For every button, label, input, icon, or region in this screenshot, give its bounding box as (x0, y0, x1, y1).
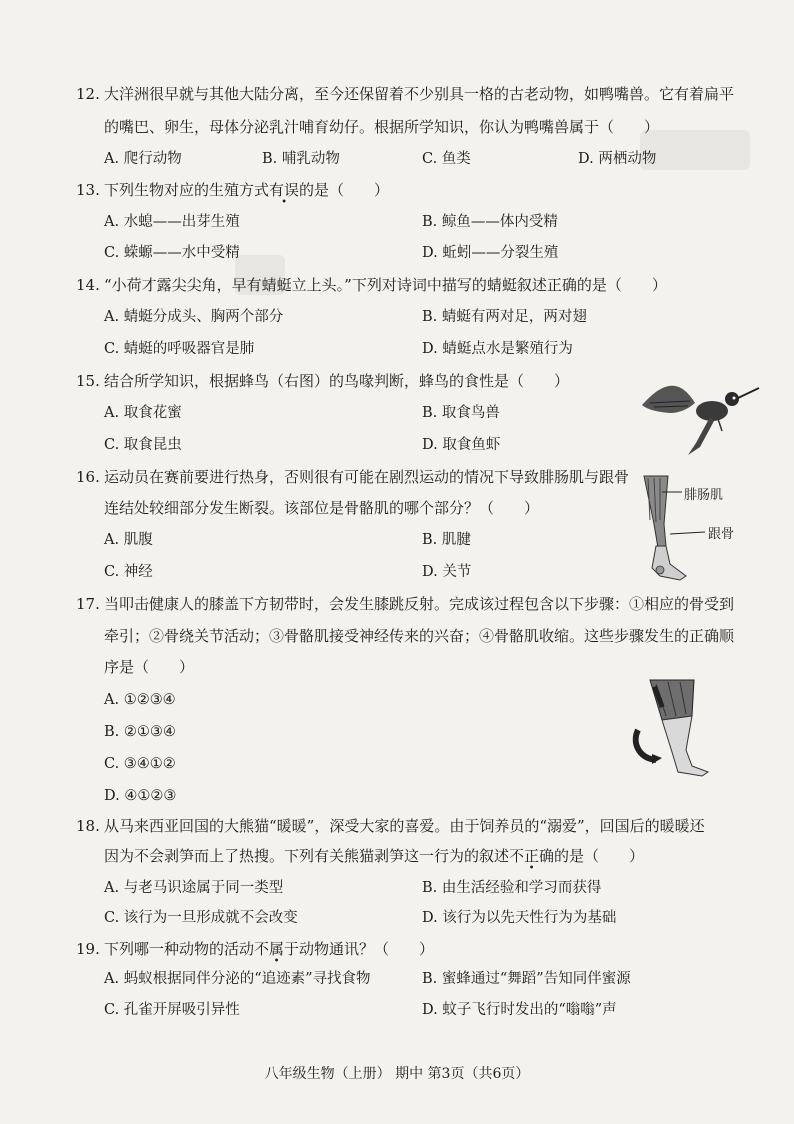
option-d: D. 该行为以先天性行为为基础 (422, 910, 617, 926)
option-c: C. 鱼类 (422, 151, 471, 167)
question-15 (76, 371, 569, 391)
question-text: 运动员在赛前要进行热身，否则很有可能在剧烈运动的情况下导致腓肠肌与跟骨 (104, 468, 630, 486)
label-gastrocnemius: 腓肠肌 (684, 488, 724, 503)
option-d: D. 蚊子飞行时发出的“嗡嗡”声 (422, 1002, 617, 1018)
option-a: A. 水螅——出芽生殖 (104, 214, 240, 230)
option-a: A. 取食花蜜 (104, 405, 182, 421)
option-b: B. 哺乳动物 (262, 151, 340, 167)
question-17-line3: 序是（ ） (104, 658, 195, 676)
option-d: D. 取食鱼虾 (422, 437, 501, 453)
question-18-line2 (104, 846, 644, 866)
option-a: A. 肌腹 (104, 532, 153, 548)
question-number: 18. (76, 817, 100, 835)
option-a: A. 与老马识途属于同一类型 (104, 880, 284, 896)
option-b: B. 取食鸟兽 (422, 405, 500, 421)
question-text-post: 动物通讯？（ ） (299, 940, 435, 958)
option-b: B. 蜻蜓有两对足，两对翅 (422, 309, 587, 325)
question-number: 12. (76, 85, 100, 103)
question-number: 19. (76, 940, 100, 958)
hummingbird-figure (640, 365, 760, 460)
option-c: C. ③④①② (104, 756, 176, 772)
question-17-line2: 牵引；②骨绕关节活动；③骨骼肌接受神经传来的兴奋；④骨骼肌收缩。这些步骤发生的正确顺 (104, 627, 735, 645)
question-text-pre: 下列哪一种动物的活动 (104, 940, 255, 958)
question-13 (76, 180, 389, 200)
question-number: 13. (76, 181, 100, 199)
option-b: B. ②①③④ (104, 724, 176, 740)
option-c: C. 蝾螈——水中受精 (104, 245, 240, 261)
option-c: C. 取食昆虫 (104, 437, 182, 453)
question-text: 大洋洲很早就与其他大陆分离，至今还保留着不少别具一格的古老动物，如鸭嘴兽。它有着扁平 (104, 85, 735, 103)
question-text: 从马来西亚回国的大熊猫“暖暖”，深受大家的喜爱。由于饲养员的“溺爱”，回国后的暖暖还 (104, 817, 705, 835)
emphasis-text: 有误 (269, 181, 300, 199)
option-c: C. 神经 (104, 564, 153, 580)
knee-reflex-figure (622, 678, 722, 778)
question-number: 15. (76, 372, 100, 390)
option-c: C. 该行为一旦形成就不会改变 (104, 910, 298, 926)
option-d: D. 蚯蚓——分裂生殖 (422, 245, 559, 261)
question-text-post: 的是（ ） (299, 181, 390, 199)
option-d: D. 蜻蜓点水是繁殖行为 (422, 341, 573, 357)
option-c: C. 蜻蜓的呼吸器官是肺 (104, 341, 255, 357)
question-number: 16. (76, 468, 100, 486)
label-calcaneus: 跟骨 (708, 527, 735, 542)
question-text-pre: 下列生物对应的生殖方式 (104, 181, 270, 199)
question-14 (76, 275, 667, 295)
question-12-line2: 的嘴巴、卵生，母体分泌乳汁哺育幼仔。根据所学知识，你认为鸭嘴兽属于（ ） (104, 118, 660, 136)
option-b: B. 肌腱 (422, 532, 471, 548)
question-text: 结合所学知识，根据蜂鸟（右图）的鸟喙判断，蜂鸟的食性是（ ） (104, 372, 570, 390)
option-a: A. ①②③④ (104, 692, 176, 708)
option-a: A. 蜻蜓分成头、胸两个部分 (104, 309, 284, 325)
option-a: A. 爬行动物 (104, 151, 182, 167)
option-c: C. 孔雀开屏吸引异性 (104, 1002, 240, 1018)
question-text: “小荷才露尖尖角，早有蜻蜓立上头。”下列对诗词中描写的蜻蜓叙述正确的是（ ） (104, 276, 667, 294)
emphasis-text: 不正确 (509, 847, 555, 865)
question-12 (76, 84, 734, 104)
question-19 (76, 939, 434, 959)
option-b: B. 鲸鱼——体内受精 (422, 214, 558, 230)
question-16-line2: 连结处较细部分发生断裂。该部位是骨骼肌的哪个部分？（ ） (104, 499, 540, 517)
question-17 (76, 594, 734, 614)
question-number: 14. (76, 276, 100, 294)
question-18 (76, 816, 705, 836)
question-text-pre: 因为不会剥笋而上了热搜。下列有关熊猫剥笋这一行为的叙述 (104, 847, 510, 865)
question-text: 当叩击健康人的膝盖下方韧带时，会发生膝跳反射。完成该过程包含以下步骤：①相应的骨受到 (104, 595, 735, 613)
option-b: B. 蜜蜂通过“舞蹈”告知同伴蜜源 (422, 971, 631, 987)
option-d: D. ④①②③ (104, 788, 177, 804)
option-d: D. 两栖动物 (578, 151, 657, 167)
question-16 (76, 467, 629, 487)
question-text-post: 的是（ ） (554, 847, 645, 865)
question-number: 17. (76, 595, 100, 613)
emphasis-text: 不属于 (254, 940, 300, 958)
option-b: B. 由生活经验和学习而获得 (422, 880, 602, 896)
page-footer: 八年级生物（上册） 期中 第3页（共6页） (264, 1066, 530, 1082)
option-d: D. 关节 (422, 564, 472, 580)
option-a: A. 蚂蚁根据同伴分泌的“追迹素”寻找食物 (104, 971, 371, 987)
